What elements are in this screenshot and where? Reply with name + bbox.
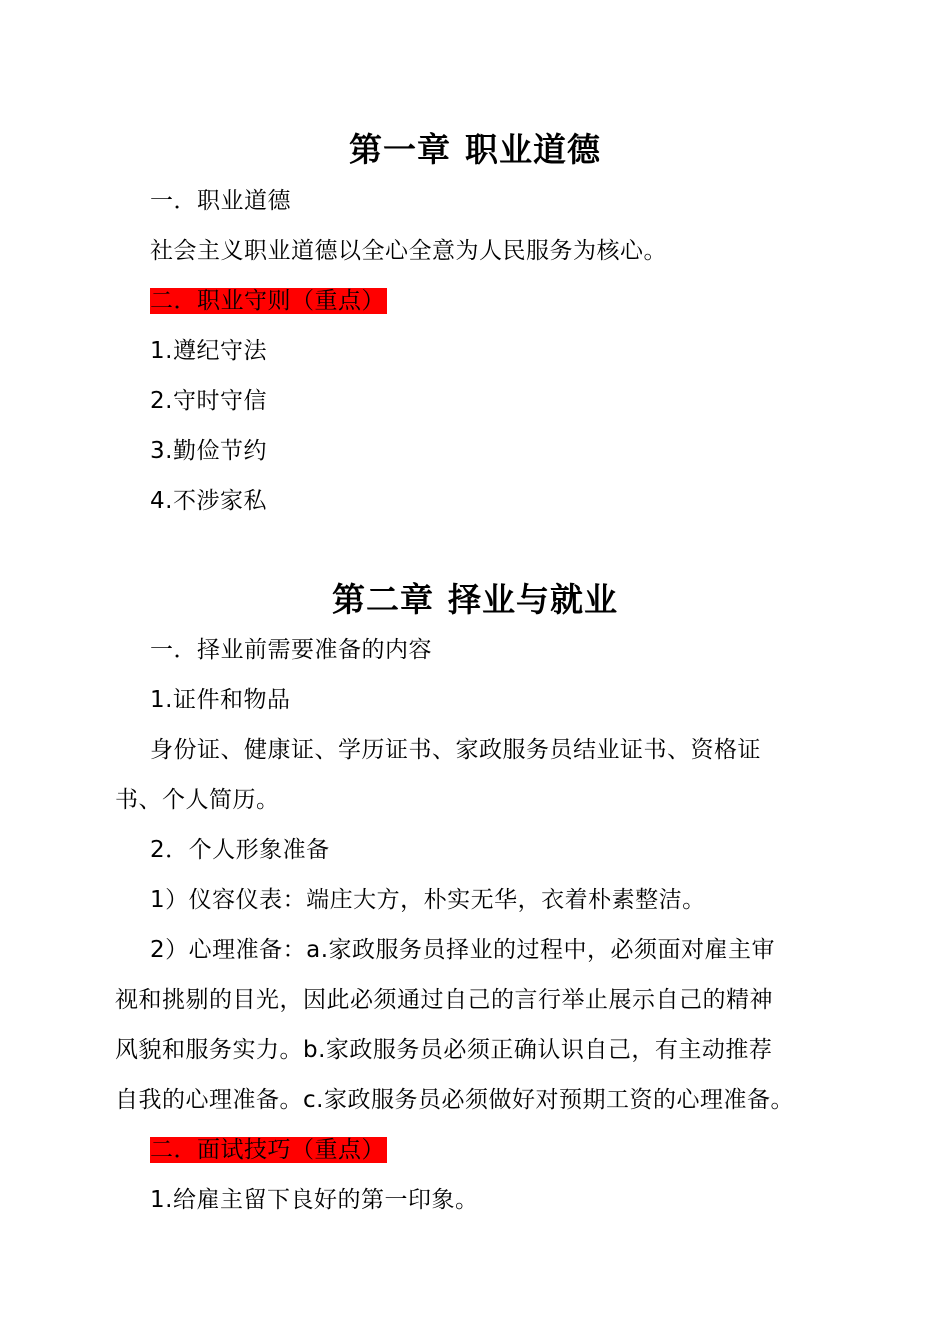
chapter-1-title (0, 130, 950, 170)
paragraph-line: 视和挑剔的目光，因此必须通过自己的言行举止展示自己的精神 (115, 987, 773, 1013)
list-item: 1.给雇主留下良好的第一印象。 (150, 1187, 479, 1213)
chapter-2-name: 择业与就业 (448, 580, 618, 619)
chapter-1-name: 职业道德 (465, 130, 601, 169)
chapter-2-number: 第二章 (332, 580, 434, 619)
section-heading: 一．职业道德 (150, 188, 291, 214)
paragraph: 社会主义职业道德以全心全意为人民服务为核心。 (150, 238, 667, 264)
paragraph-line: 风貌和服务实力。b.家政服务员必须正确认识自己，有主动推荐 (115, 1037, 773, 1063)
highlight-marker: 二．面试技巧（重点） (150, 1137, 385, 1163)
paragraph-line: 书、个人简历。 (115, 787, 280, 813)
paragraph-line: 1）仪容仪表：端庄大方，朴实无华，衣着朴素整洁。 (150, 887, 706, 913)
list-item: 2.守时守信 (150, 388, 267, 414)
section-heading: 一．择业前需要准备的内容 (150, 637, 432, 663)
list-item: 3.勤俭节约 (150, 438, 267, 464)
chapter-1-number: 第一章 (349, 130, 451, 169)
section-heading-highlighted (150, 1135, 880, 1165)
list-item: 4.不涉家私 (150, 488, 267, 514)
subsection-heading: 2．个人形象准备 (150, 837, 330, 863)
paragraph-line: 身份证、健康证、学历证书、家政服务员结业证书、资格证 (150, 737, 761, 763)
highlight-marker: 二．职业守则（重点） (150, 288, 385, 314)
list-item: 1.遵纪守法 (150, 338, 267, 364)
chapter-2-title (0, 580, 950, 620)
paragraph-line: 自我的心理准备。c.家政服务员必须做好对预期工资的心理准备。 (115, 1087, 794, 1113)
subsection-heading: 1.证件和物品 (150, 687, 291, 713)
paragraph-line: 2）心理准备：a.家政服务员择业的过程中，必须面对雇主审 (150, 937, 776, 963)
section-heading-highlighted (150, 286, 880, 316)
